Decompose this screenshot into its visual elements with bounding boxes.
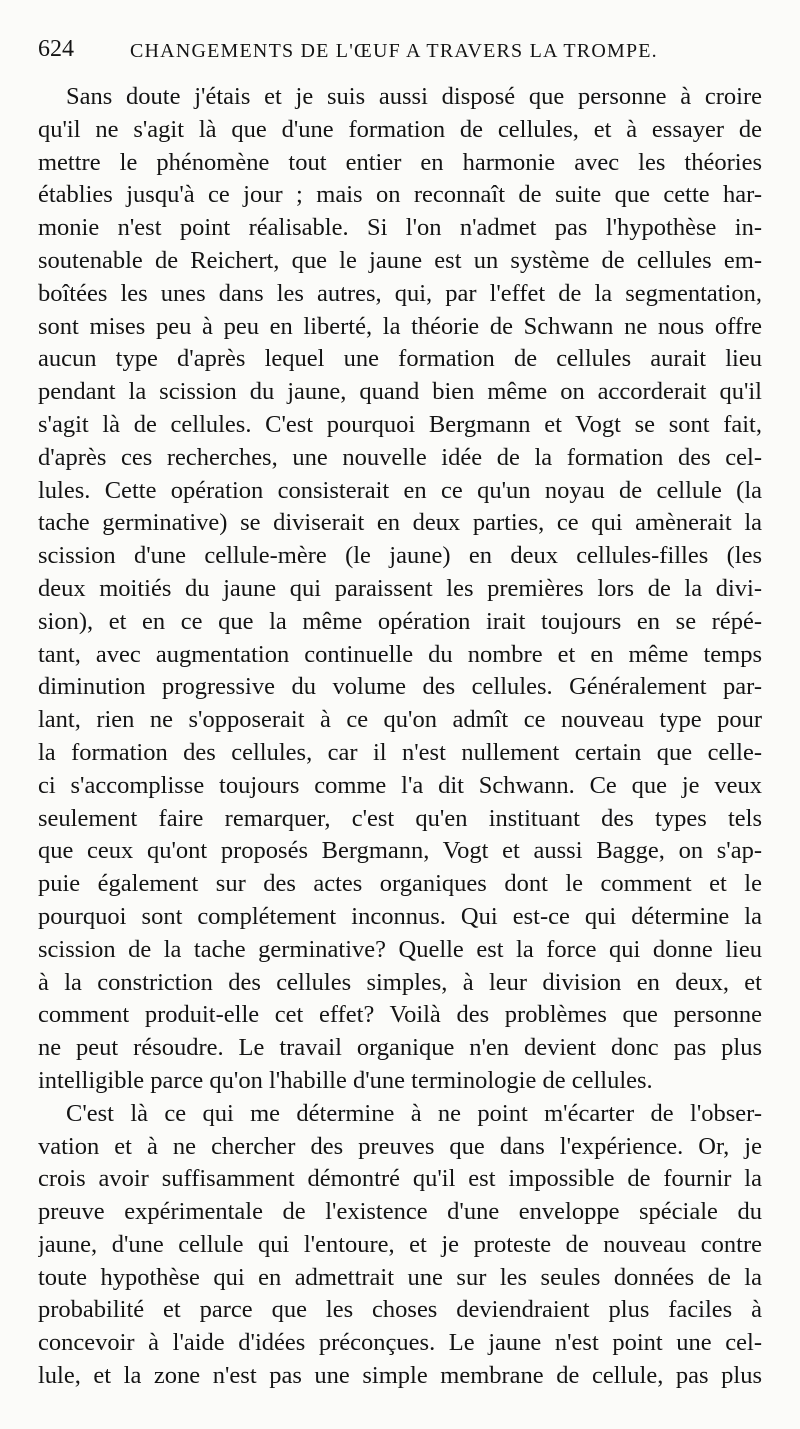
text-line: ci s'accomplisse toujours comme l'a dit Schwann. Ce que je veux [38,771,762,799]
text-line: seulement faire remarquer, c'est qu'en instituant des types tels [38,804,762,832]
text-line: C'est là ce qui me détermine à ne point m'écarter de l'obser- [66,1099,762,1127]
running-head [38,36,762,72]
text-line: concevoir à l'aide d'idées préconçues. Le jaune n'est point une cel- [38,1329,762,1357]
text-line: ne peut résoudre. Le travail organique n'en devient donc pas plus [38,1034,762,1062]
text-line: scission d'une cellule-mère (le jaune) en deux cellules-filles (les [38,542,762,570]
text-line: mettre le phénomène tout entier en harmonie avec les théories [38,148,762,176]
text-line: scission de la tache germinative? Quelle est la force qui donne lieu [38,935,762,963]
text-line: comment produit-elle cet effet? Voilà des problèmes que personne [38,1001,762,1029]
text-line: Sans doute j'étais et je suis aussi disposé que personne à croire [66,83,762,110]
page-number: 624 [38,36,74,62]
text-line: d'après ces recherches, une nouvelle idée de la formation des cel- [38,443,762,471]
text-line: jaune, d'une cellule qui l'entoure, et je proteste de nouveau contre [38,1230,762,1258]
text-line: soutenable de Reichert, que le jaune est un système de cellules em- [38,246,762,274]
text-line: sont mises peu à peu en liberté, la théorie de Schwann ne nous offre [38,312,762,340]
text-line: deux moitiés du jaune qui paraissent les premières lors de la divi- [38,574,762,602]
text-line: que ceux qu'ont proposés Bergmann, Vogt et aussi Bagge, on s'ap- [38,837,762,865]
text-line: lules. Cette opération consisterait en ce qu'un noyau de cellule (la [38,476,762,504]
text-line: aucun type d'après lequel une formation de cellules aurait lieu [38,345,762,373]
text-line: crois avoir suffisamment démontré qu'il est impossible de fournir la [38,1165,762,1193]
running-title: CHANGEMENTS DE L'ŒUF A TRAVERS LA TROMPE. [130,40,658,62]
text-line: pourquoi sont complétement inconnus. Qui est-ce qui détermine la [38,902,762,930]
text-line: toute hypothèse qui en admettrait une sur les seules données de la [38,1263,762,1291]
text-line: s'agit là de cellules. C'est pourquoi Bergmann et Vogt se sont fait, [38,410,762,438]
text-line: tache germinative) se diviserait en deux parties, ce qui amènerait la [38,509,762,537]
text-line: puie également sur des actes organiques dont le comment et le [38,870,762,898]
text-line: pendant la scission du jaune, quand bien même on accorderait qu'il [38,378,762,406]
text-line: vation et à ne chercher des preuves que dans l'expérience. Or, je [38,1132,762,1160]
text-line: diminution progressive du volume des cellules. Généralement par- [38,673,762,701]
text-line: établies jusqu'à ce jour ; mais on reconnaît de suite que cette har- [38,181,762,209]
text-line: monie n'est point réalisable. Si l'on n'admet pas l'hypothèse in- [38,214,762,242]
text-line: lule, et la zone n'est pas une simple membrane de cellule, pas plus [38,1362,762,1390]
text-line: boîtées les unes dans les autres, qui, par l'effet de la segmentation, [38,279,762,307]
text-line: preuve expérimentale de l'existence d'une enveloppe spéciale du [38,1198,762,1226]
text-line: la formation des cellules, car il n'est nullement certain que celle- [38,738,762,766]
body-text [38,81,762,1401]
text-line: sion), et en ce que la même opération irait toujours en se répé- [38,607,762,635]
text-line: tant, avec augmentation continuelle du nombre et en même temps [38,640,762,668]
text-line: intelligible parce qu'on l'habille d'une terminologie de cellules. [38,1066,653,1094]
text-line: qu'il ne s'agit là que d'une formation de cellules, et à essayer de [38,115,762,143]
text-line: probabilité et parce que les choses deviendraient plus faciles à [38,1296,762,1324]
text-line: à la constriction des cellules simples, à leur division en deux, et [38,968,762,996]
text-line: lant, rien ne s'opposerait à ce qu'on admît ce nouveau type pour [38,706,762,734]
